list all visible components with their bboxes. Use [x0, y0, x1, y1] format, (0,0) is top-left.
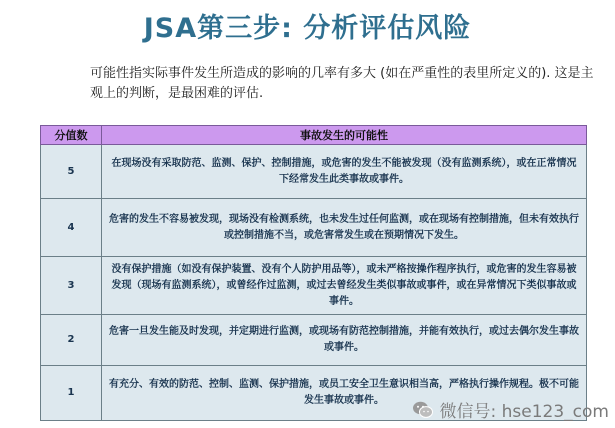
score-cell: 1: [41, 366, 102, 421]
description-cell: 危害一旦发生能及时发现，并定期进行监测，或现场有防范控制措施，并能有效执行，或过去偶尔发生事故或事件。: [102, 315, 587, 366]
table-row: [41, 315, 587, 366]
likelihood-table: [40, 125, 587, 421]
description-cell: 没有保护措施（如没有保护装置、没有个人防护用品等），或未严格按操作程序执行，或危害的发生容易被发现（现场有监测系统），或曾经作过监测，或过去曾经发生类似事故或事件，或在异常情况下类似事故或事件。: [102, 257, 587, 315]
description-cell: 有充分、有效的防范、控制、监测、保护措施，或员工安全卫生意识相当高，严格执行操作规程。极不可能发生事故或事件。: [102, 366, 587, 421]
wechat-logo-icon: [412, 400, 434, 420]
score-cell: 3: [41, 257, 102, 315]
watermark: [412, 397, 609, 422]
description-cell: 在现场没有采取防范、监测、保护、控制措施，或危害的发生不能被发现（没有监测系统），或在正常情况下经常发生此类事故或事件。: [102, 145, 587, 199]
header-score: 分值数: [41, 126, 102, 145]
watermark-text: 微信号: hse123_com: [439, 402, 609, 422]
table-header-row: [41, 126, 587, 145]
description-cell: 危害的发生不容易被发现，现场没有检测系统，也未发生过任何监测，或在现场有控制措施，但未有效执行或控制措施不当，或危害常发生或在预期情况下发生。: [102, 199, 587, 257]
page-title: JSA第三步: 分析评估风险: [143, 13, 472, 44]
score-cell: 4: [41, 199, 102, 257]
table-row: [41, 257, 587, 315]
table-row: [41, 199, 587, 257]
intro-text: 可能性指实际事件发生所造成的影响的几率有多大 (如在严重性的表里所定义的). 这是主观上的判断，是最困难的评估.: [90, 66, 594, 101]
score-cell: 5: [41, 145, 102, 199]
header-likelihood: 事故发生的可能性: [102, 126, 587, 145]
table-row: [41, 145, 587, 199]
score-cell: 2: [41, 315, 102, 366]
